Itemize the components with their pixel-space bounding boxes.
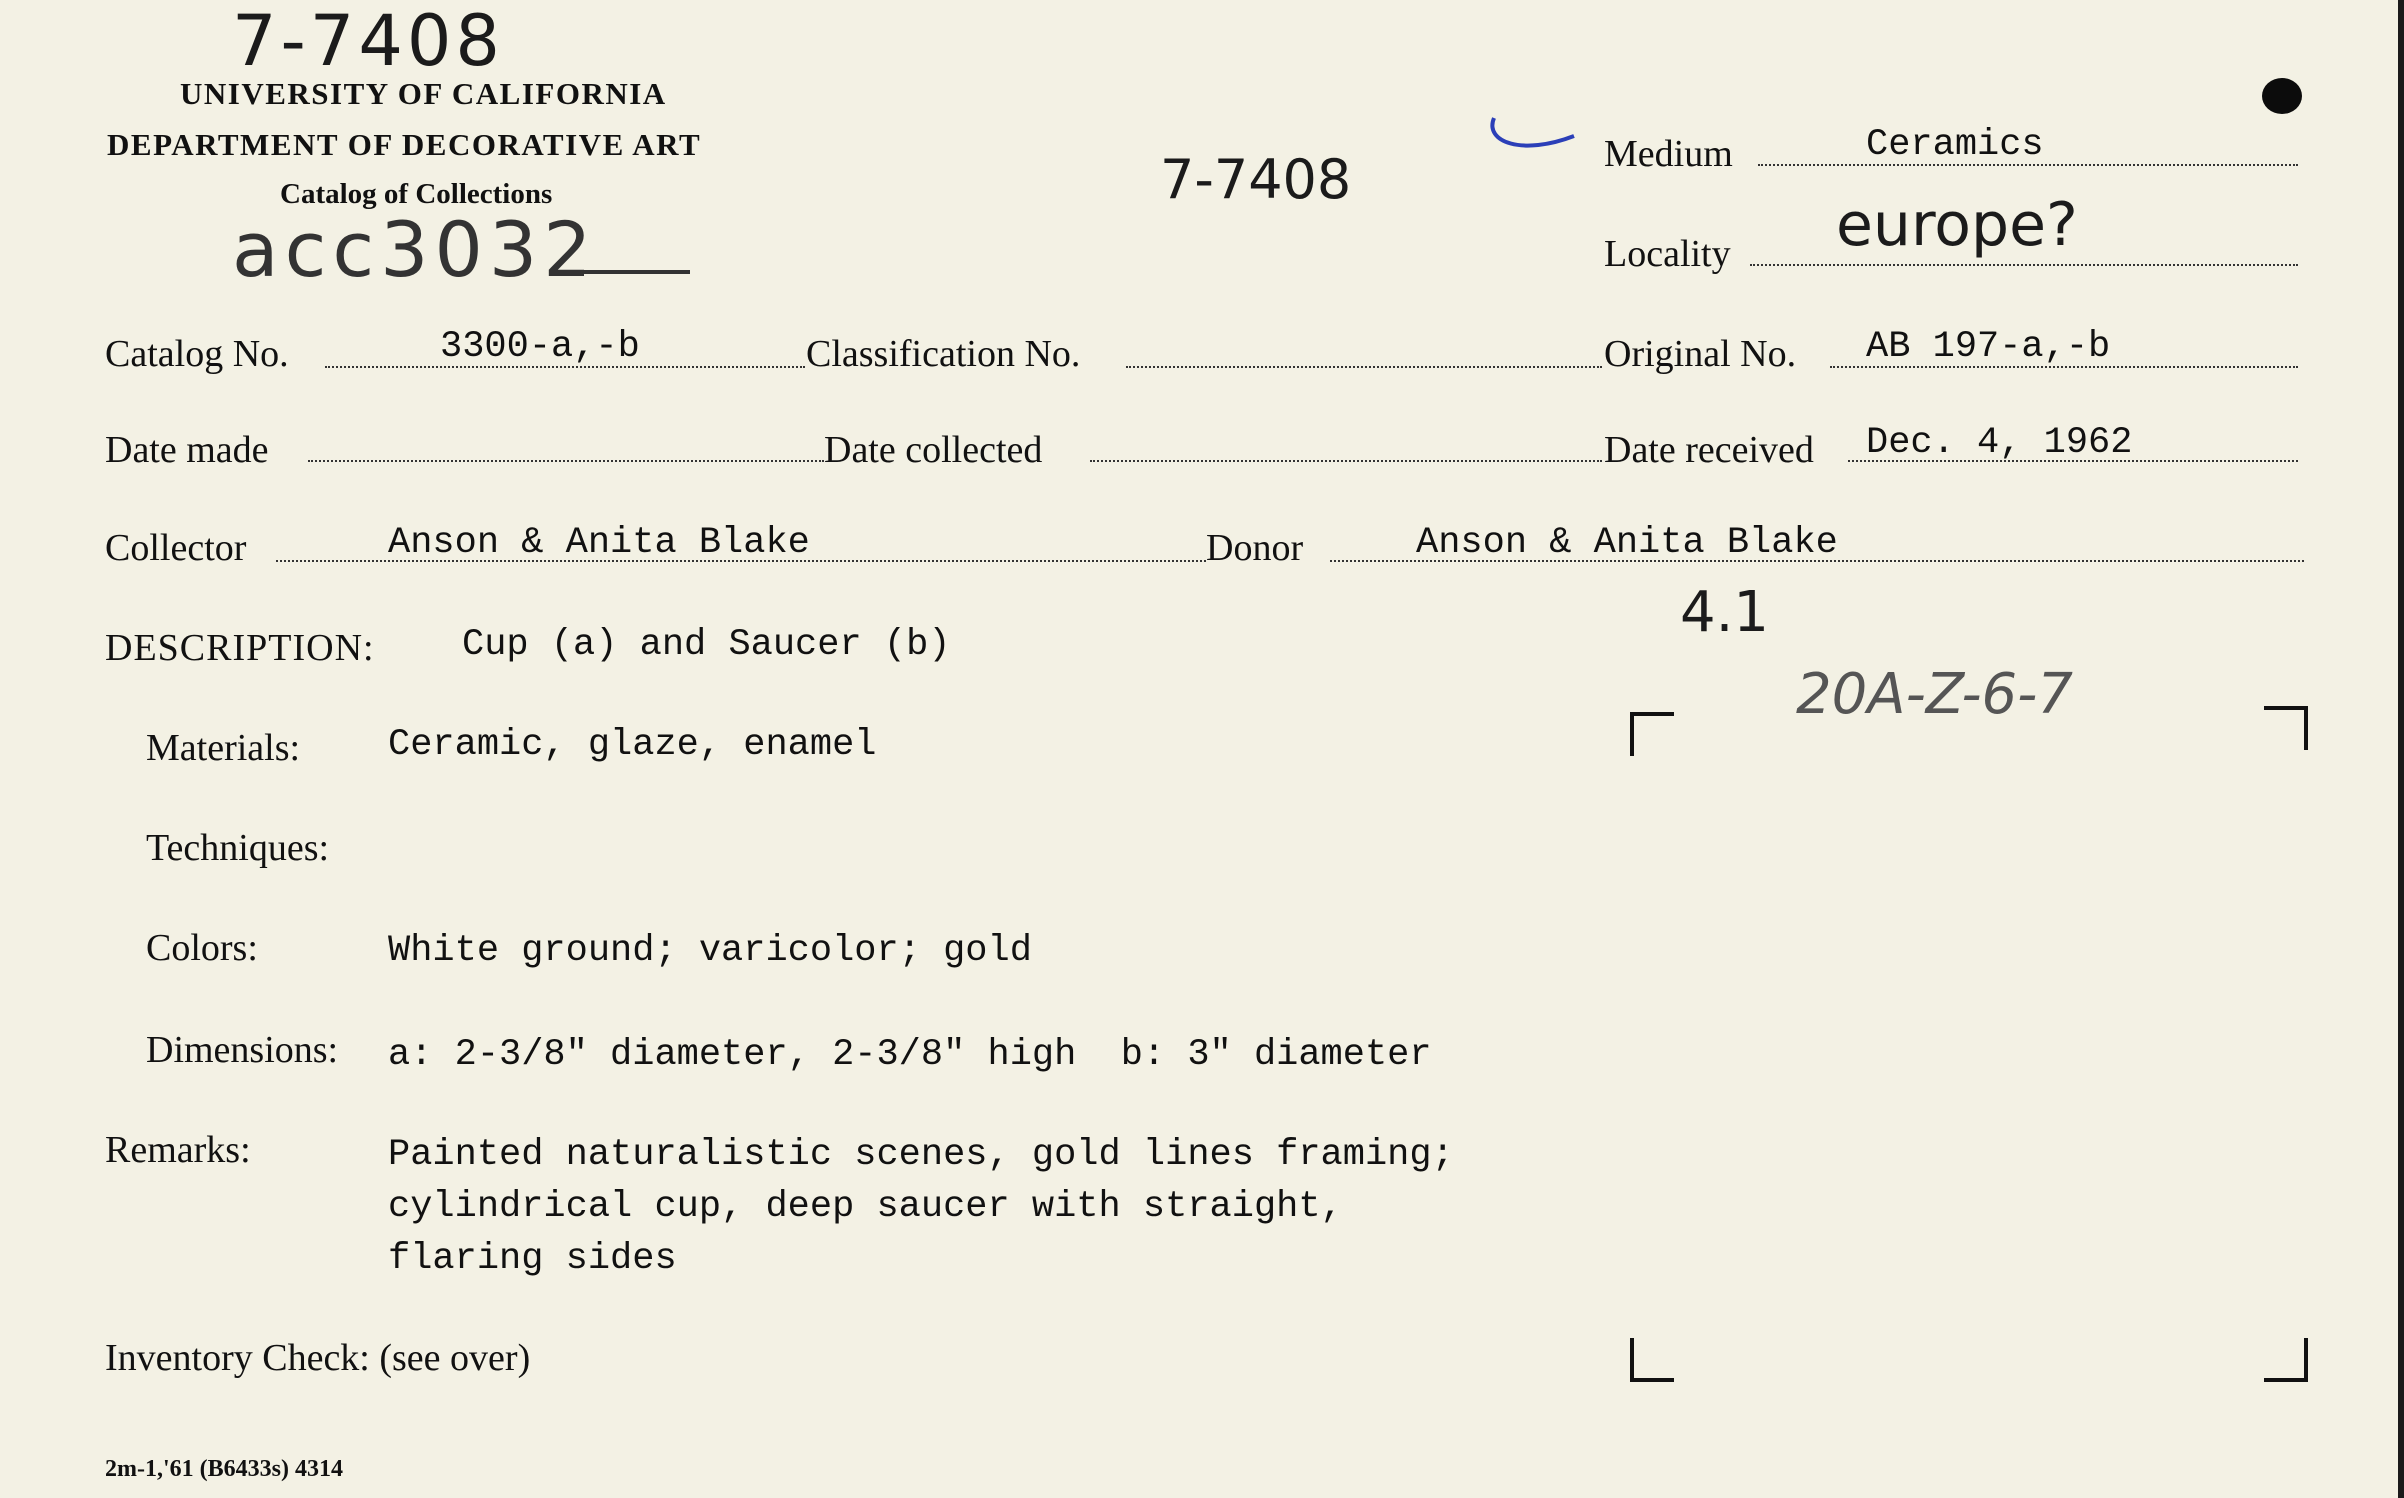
techniques-label: Techniques: [146, 827, 330, 869]
donor-label: Donor [1206, 527, 1304, 569]
handwritten-acc-number: acc3032 [232, 205, 598, 294]
collector-value: Anson & Anita Blake [388, 522, 810, 564]
dimensions-value: a: 2-3/8" diameter, 2-3/8" high b: 3" diameter [388, 1034, 1432, 1076]
catalog-no-value: 3300-a,-b [440, 326, 640, 368]
locality-line [1750, 264, 2298, 266]
university-heading: UNIVERSITY OF CALIFORNIA [180, 76, 667, 111]
handwritten-center-number: 7-7408 [1160, 148, 1352, 211]
remarks-label: Remarks: [105, 1129, 251, 1171]
colors-value: White ground; varicolor; gold [388, 930, 1032, 972]
date-collected-line [1090, 460, 1602, 462]
collector-label: Collector [105, 527, 247, 569]
handwritten-top-number: 7-7408 [232, 0, 504, 82]
description-label: DESCRIPTION: [105, 627, 375, 669]
acc-underline [560, 270, 690, 274]
inventory-check: Inventory Check: (see over) [105, 1337, 531, 1379]
locality-label: Locality [1604, 233, 1731, 275]
donor-value: Anson & Anita Blake [1416, 522, 1838, 564]
catalog-no-label: Catalog No. [105, 333, 289, 375]
remarks-line-2: cylindrical cup, deep saucer with straight, [388, 1186, 1343, 1228]
handwritten-locality: europe? [1836, 190, 2078, 260]
blue-check-mark [1482, 112, 1578, 162]
classification-no-label: Classification No. [806, 333, 1081, 375]
description-value: Cup (a) and Saucer (b) [462, 624, 951, 666]
department-heading: DEPARTMENT OF DECORATIVE ART [107, 127, 702, 162]
medium-value: Ceramics [1866, 124, 2044, 166]
original-no-label: Original No. [1604, 333, 1797, 375]
ink-dot [2262, 78, 2302, 114]
original-no-value: AB 197-a,-b [1866, 326, 2111, 368]
remarks-line-3: flaring sides [388, 1238, 677, 1280]
handwritten-note-41: 4.1 [1680, 580, 1770, 645]
corner-mark-top-left [1630, 712, 1674, 756]
corner-mark-bottom-left [1630, 1338, 1674, 1382]
corner-mark-top-right [2264, 706, 2308, 750]
date-collected-label: Date collected [824, 429, 1043, 471]
catalog-heading: Catalog of Collections [280, 178, 553, 210]
materials-label: Materials: [146, 727, 301, 769]
print-code: 2m-1,'61 (B6433s) 4314 [105, 1456, 343, 1482]
medium-label: Medium [1604, 133, 1733, 175]
handwritten-location-code: 20A-Z-6-7 [1796, 662, 2074, 727]
colors-label: Colors: [146, 927, 258, 969]
dimensions-label: Dimensions: [146, 1029, 339, 1071]
classification-no-line [1126, 366, 1602, 368]
corner-mark-bottom-right [2264, 1338, 2308, 1382]
remarks-line-1: Painted naturalistic scenes, gold lines framing; [388, 1134, 1454, 1176]
date-made-line [308, 460, 824, 462]
date-received-label: Date received [1604, 429, 1814, 471]
date-received-value: Dec. 4, 1962 [1866, 422, 2133, 464]
date-made-label: Date made [105, 429, 269, 471]
materials-value: Ceramic, glaze, enamel [388, 724, 877, 766]
